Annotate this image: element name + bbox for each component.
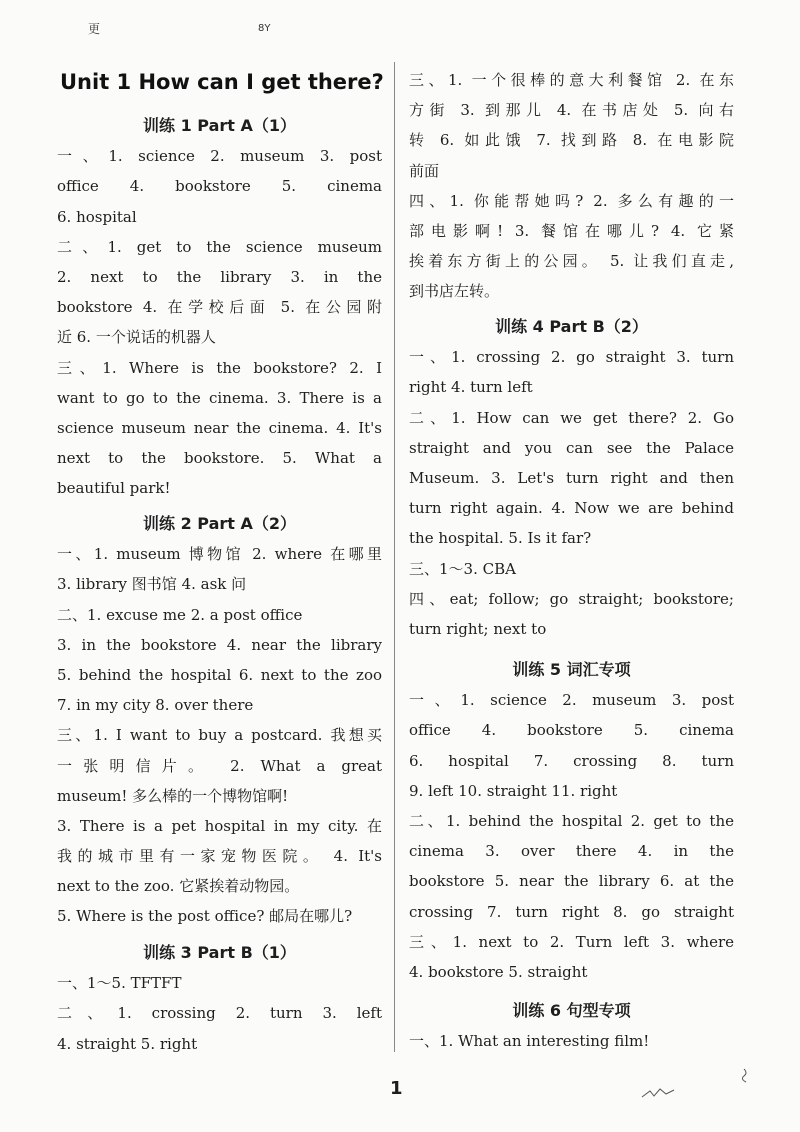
- answer-line: 三、1. 一个很棒的意大利餐馆 2. 在东: [409, 71, 734, 89]
- answer-line: turn right; next to: [409, 619, 547, 638]
- answer-line: office 4. bookstore 5. cinema: [57, 177, 382, 196]
- answer-line: next to the bookstore. 5. What a: [57, 449, 382, 468]
- answer-line: 二、1. crossing 2. turn 3. left: [57, 1004, 382, 1023]
- section-training-1: [57, 111, 382, 503]
- answer-line: 二、1. excuse me 2. a post office: [57, 605, 303, 624]
- section-training-4: [409, 312, 734, 644]
- answer-line: 4. bookstore 5. straight: [409, 962, 588, 981]
- answer-line: 4. straight 5. right: [57, 1034, 198, 1053]
- answer-line: 3. There is a pet hospital in my city. 在: [57, 816, 382, 835]
- page-number: 1: [390, 1078, 403, 1099]
- answer-line: 6. hospital 7. crossing 8. turn: [409, 751, 734, 770]
- answer-line: 三、1. Where is the bookstore? 2. I: [57, 358, 382, 377]
- section-heading: 训练 5 词汇专项: [512, 660, 631, 679]
- answer-line: 6. hospital: [57, 207, 137, 226]
- answer-line: science museum near the cinema. 4. It's: [57, 418, 382, 437]
- answer-line: crossing 7. turn right 8. go straight: [409, 902, 734, 921]
- section-training-3: [57, 938, 382, 1059]
- answer-line: 9. left 10. straight 11. right: [409, 781, 618, 800]
- answer-line: right 4. turn left: [409, 378, 533, 397]
- corner-marks: [88, 20, 271, 37]
- answer-line: 一、1. science 2. museum 3. post: [409, 691, 734, 710]
- answer-line: 7. in my city 8. over there: [57, 696, 254, 715]
- answer-line: 一张明信片。 2. What a great: [57, 756, 382, 775]
- answer-line: 二、1. How can we get there? 2. Go: [409, 408, 734, 427]
- answer-line: 方街 3. 到那儿 4. 在书店处 5. 向右: [409, 101, 734, 120]
- pen-scribble-mark: [640, 1063, 760, 1103]
- corner-mark-char: 更: [88, 22, 101, 36]
- answer-line: 三、1. next to 2. Turn left 3. where: [409, 932, 734, 951]
- section-heading: 训练 3 Part B（1）: [143, 943, 296, 962]
- answer-line: turn right again. 4. Now we are behind: [409, 499, 734, 518]
- answer-line: 二、1. behind the hospital 2. get to the: [409, 811, 734, 830]
- answer-line: 我的城市里有一家宠物医院。 4. It's: [57, 847, 382, 866]
- answer-line: 部电影啊! 3. 餐馆在哪儿? 4. 它紧: [409, 221, 734, 240]
- answer-line: 二、1. get to the science museum: [57, 237, 382, 256]
- column-divider: [394, 62, 395, 1052]
- answer-line: cinema 3. over there 4. in the: [409, 842, 734, 861]
- answer-line: 3. library 图书馆 4. ask 问: [57, 575, 247, 594]
- section-heading: 训练 1 Part A（1）: [143, 116, 296, 135]
- answer-line: 前面: [409, 161, 440, 180]
- answer-line: 三、1～3. CBA: [409, 559, 516, 578]
- corner-mark-code: 8Y: [258, 23, 271, 34]
- answer-line: 四、eat; follow; go straight; bookstore;: [409, 589, 734, 608]
- answer-line: 挨着东方街上的公园。 5. 让我们直走,: [409, 252, 734, 271]
- answer-line: 一、1. science 2. museum 3. post: [57, 147, 382, 166]
- section-training-6: [409, 996, 734, 1056]
- answer-line: bookstore 4. 在学校后面 5. 在公园附: [57, 298, 382, 317]
- answer-line: 5. Where is the post office? 邮局在哪儿?: [57, 907, 353, 926]
- answer-line: 一、1. crossing 2. go straight 3. turn: [409, 348, 734, 367]
- answer-line: 转 6. 如此饿 7. 找到路 8. 在电影院: [409, 131, 734, 150]
- section-heading: 训练 6 句型专项: [512, 1001, 631, 1020]
- answer-line: museum! 多么棒的一个博物馆啊!: [57, 786, 289, 805]
- section-heading: 训练 4 Part B（2）: [495, 317, 648, 336]
- answer-line: bookstore 5. near the library 6. at the: [409, 872, 734, 891]
- answer-line: 近 6. 一个说话的机器人: [57, 328, 216, 347]
- section-training-2: [57, 509, 382, 932]
- answer-line: 3. in the bookstore 4. near the library: [57, 635, 382, 654]
- answer-line: the hospital. 5. Is it far?: [409, 529, 592, 548]
- answer-line: 一、1. What an interesting film!: [409, 1032, 650, 1051]
- answer-line: 一、1. museum 博物馆 2. where 在哪里: [57, 545, 382, 564]
- answer-line: 三、1. I want to buy a postcard. 我想买: [57, 726, 382, 745]
- section-heading: 训练 2 Part A（2）: [143, 514, 296, 533]
- answer-line: Museum. 3. Let's turn right and then: [409, 468, 734, 487]
- answer-line: 5. behind the hospital 6. next to the zoo: [57, 665, 382, 684]
- answer-line: 2. next to the library 3. in the: [57, 267, 382, 286]
- answer-line: straight and you can see the Palace: [409, 438, 734, 457]
- answer-line: 四、1. 你能帮她吗? 2. 多么有趣的一: [409, 191, 734, 210]
- answer-line: next to the zoo. 它紧挨着动物园。: [57, 877, 300, 896]
- answer-line: 一、1～5. TFTFT: [57, 974, 182, 993]
- answer-line: beautiful park!: [57, 479, 171, 498]
- answer-line: want to go to the cinema. 3. There is a: [57, 388, 382, 407]
- section-training-3-cont: [409, 65, 734, 307]
- answer-line: office 4. bookstore 5. cinema: [409, 721, 734, 740]
- answer-line: 到书店左转。: [409, 282, 500, 301]
- section-training-5: [409, 655, 734, 987]
- unit-title: Unit 1 How can I get there?: [60, 70, 384, 94]
